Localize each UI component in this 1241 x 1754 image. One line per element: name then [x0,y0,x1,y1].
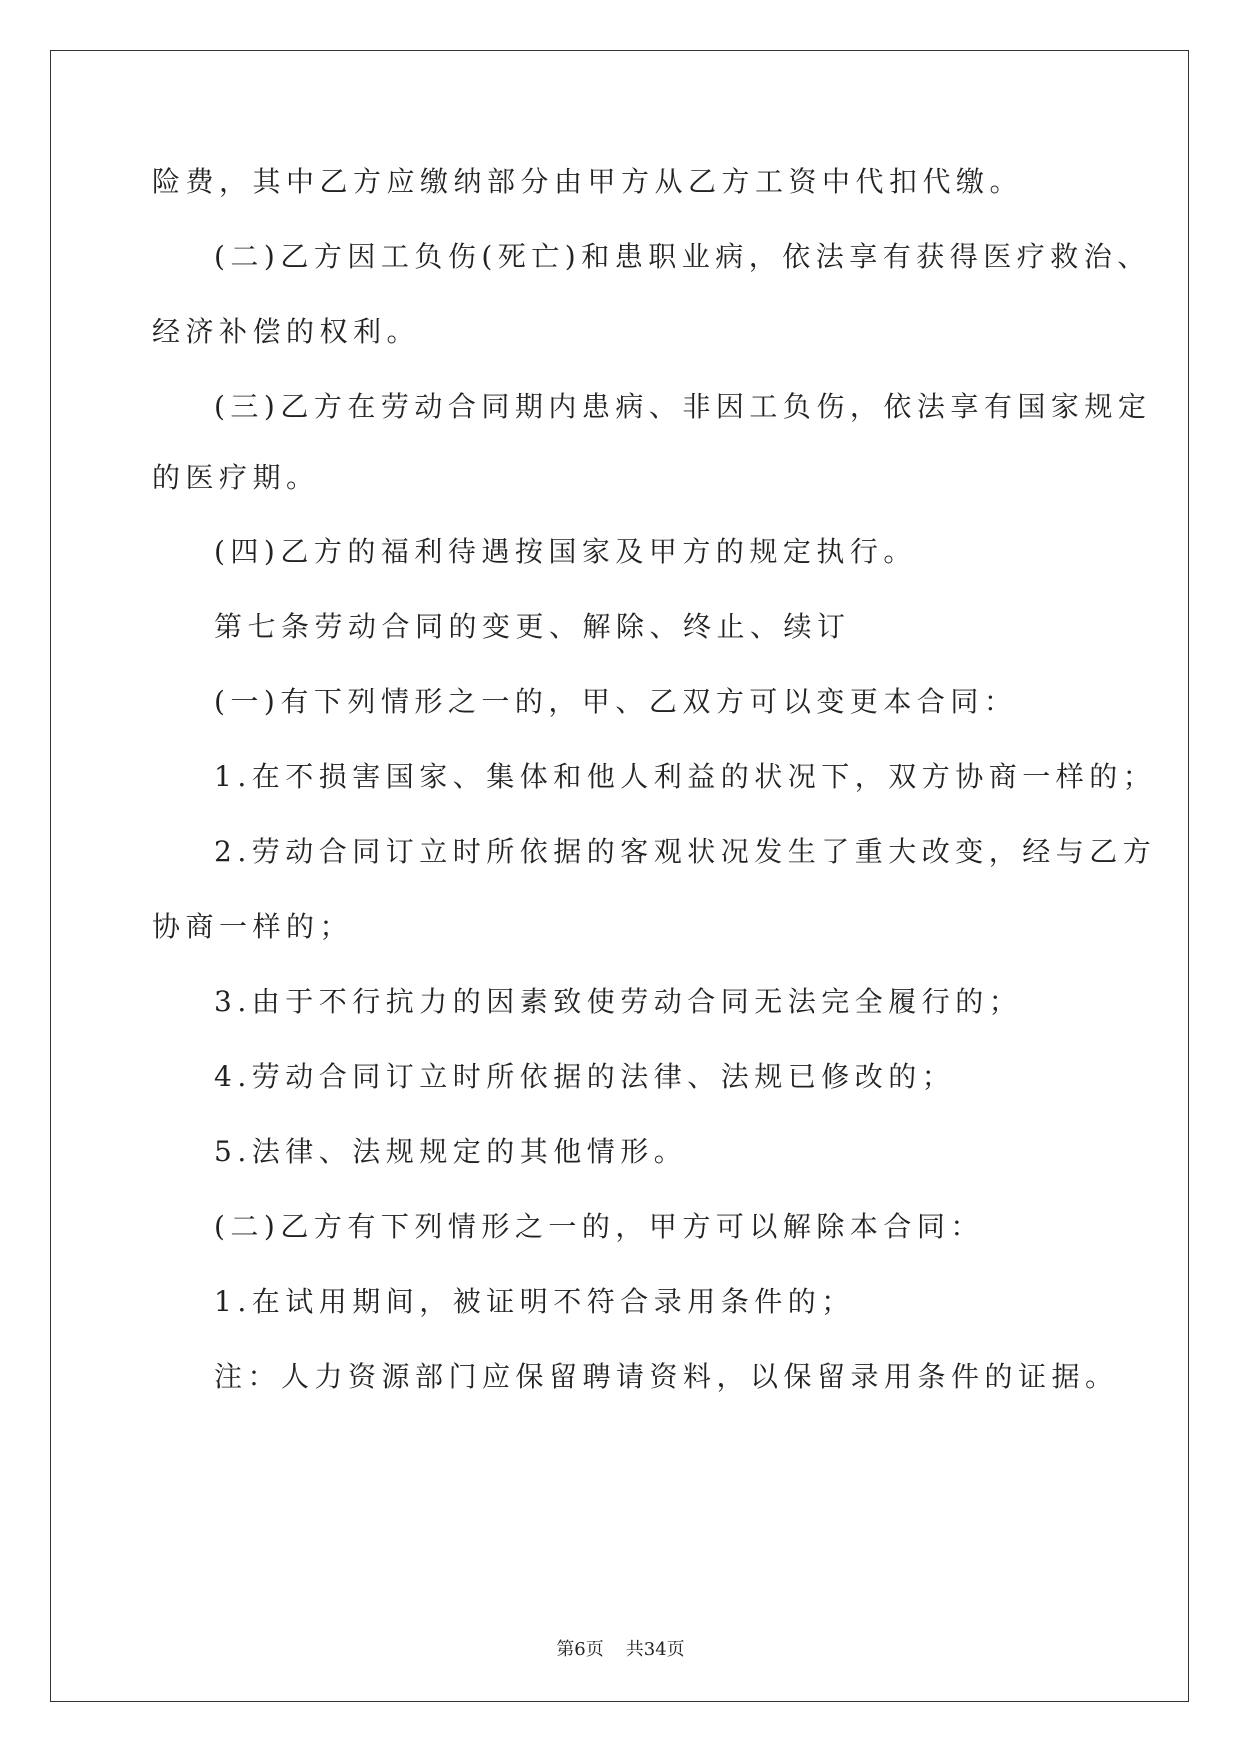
section-heading: 第七条劳动合同的变更、解除、终止、续订 [214,610,851,643]
paragraph-line: (三)乙方在劳动合同期内患病、非因工负伤，依法享有国家规定 [214,390,1152,423]
paragraph-line: 险费，其中乙方应缴纳部分由甲方从乙方工资中代扣代缴。 [152,165,1024,198]
page-footer [0,1638,1241,1662]
paragraph-line: 1.在试用期间，被证明不符合录用条件的； [214,1285,855,1318]
paragraph-line: 1.在不损害国家、集体和他人利益的状况下，双方协商一样的； [214,760,1157,793]
page-number-total: 共34页 [625,1639,685,1660]
paragraph-line: 经济补偿的权利。 [152,315,421,348]
paragraph-line: 2.劳动合同订立时所依据的客观状况发生了重大改变，经与乙方 [214,835,1157,868]
paragraph-line: (四)乙方的福利待遇按国家及甲方的规定执行。 [214,535,917,568]
paragraph-line: 4.劳动合同订立时所依据的法律、法规已修改的； [214,1060,956,1093]
paragraph-line: (二)乙方有下列情形之一的，甲方可以解除本合同： [214,1210,984,1243]
page-border [50,50,1189,1702]
paragraph-line: (二)乙方因工负伤(死亡)和患职业病，依法享有获得医疗救治、 [214,240,1151,273]
page-number-current: 第6页 [556,1639,604,1660]
paragraph-line: (一)有下列情形之一的，甲、乙双方可以变更本合同： [214,685,1018,718]
paragraph-line: 3.由于不行抗力的因素致使劳动合同无法完全履行的； [214,985,1023,1018]
paragraph-line: 5.法律、法规规定的其他情形。 [214,1135,688,1168]
paragraph-line: 协商一样的； [152,910,354,943]
paragraph-line: 注：人力资源部门应保留聘请资料，以保留录用条件的证据。 [214,1360,1119,1393]
paragraph-line: 的医疗期。 [152,461,320,494]
